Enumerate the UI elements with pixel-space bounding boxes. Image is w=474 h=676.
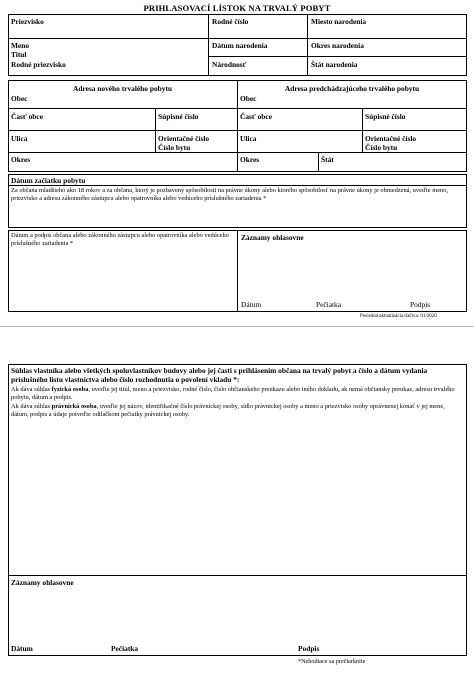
prev-obec-field[interactable]: Obec bbox=[240, 94, 257, 103]
okres-narodenia-field[interactable]: Okres narodenia bbox=[311, 41, 364, 50]
guardian-instructions: Za občana mladšieho ako 18 rokov a za občana, ktorý je pozbavený spôsobilosti na právne úkony alebo ktorého spôsobilosť na právne úkony je obmedzená, uveďte meno, priezvisko a adresu zákonného zástupcu alebo opatrovníka alebo vedúceho príslušného zariadenia * bbox=[11, 187, 449, 203]
divider bbox=[362, 108, 363, 152]
podpis-label: Podpis bbox=[410, 300, 431, 309]
rodne-priezvisko-field[interactable]: Rodné priezvisko bbox=[11, 60, 66, 69]
prev-orientacne-cislo-field[interactable]: Orientačné číslo bbox=[365, 134, 417, 143]
footnote: *Nehodiace sa prečiarknite bbox=[298, 658, 366, 665]
signature-instructions[interactable]: Dátum a podpis občana alebo zákonného zástupcu alebo opatrovníka alebo vedúceho príslušného zariadenia * bbox=[11, 232, 229, 248]
new-cast-obce-field[interactable]: Časť obce bbox=[11, 112, 43, 121]
prev-stat-field[interactable]: Štát bbox=[321, 155, 334, 164]
last-update-note: Posledná aktualizácia tlačiva: 01/2020 bbox=[360, 314, 437, 319]
meno-field[interactable]: Meno bbox=[11, 41, 30, 50]
consent-fyzicka-osoba: Ak dáva súhlas fyzická osoba, uveďte jej titul, meno a priezvisko, rodné číslo, číslo občianskeho preukazu alebo iného dokladu, ak nemá občiansky preukaz, adresu trvalého pobytu, dátum a podpis. bbox=[11, 386, 455, 402]
peciatka-label: Pečiatka bbox=[316, 300, 342, 309]
datum-label: Dátum bbox=[241, 300, 262, 309]
stat-narodenia-field[interactable]: Štát narodenia bbox=[311, 60, 358, 69]
datum-zaciatku-field[interactable]: Dátum začiatku pobytu bbox=[11, 176, 86, 185]
consent-peciatka-label: Pečiatka bbox=[111, 644, 139, 653]
consent-podpis-label: Podpis bbox=[298, 644, 320, 653]
divider bbox=[8, 130, 467, 131]
consent-heading: Súhlas vlastníka alebo všetkých spoluvlastníkov budovy alebo jej časti s prihlásením občana na trvalý pobyt a číslo a dátum vydania príslušného listu vlastníctva alebo číslo rozhodnutia o povolení vkladu *: bbox=[11, 366, 428, 385]
divider bbox=[208, 56, 467, 57]
new-ulica-field[interactable]: Ulica bbox=[11, 134, 28, 143]
divider bbox=[8, 38, 467, 39]
divider bbox=[8, 152, 467, 153]
new-cislo-bytu-field[interactable]: Číslo bytu bbox=[158, 143, 191, 152]
divider bbox=[237, 80, 238, 172]
form-title: PRIHLASOVACÍ LÍSTOK NA TRVALÝ POBYT bbox=[143, 3, 331, 13]
consent-pravnicka-osoba: Ak dáva súhlas právnická osoba, uveďte jej názov, identifikačné číslo právnickej osoby, sídlo právnickej osoby a meno a priezvisko osoby oprávnenej konať v jej mene, dátum, podpis a údaje potvrďte odtlačkom pečiatky právnickej osoby. bbox=[11, 403, 445, 419]
new-supisne-cislo-field[interactable]: Súpisné číslo bbox=[158, 112, 199, 121]
divider bbox=[307, 14, 308, 76]
new-okres-field[interactable]: Okres bbox=[11, 155, 31, 164]
divider bbox=[8, 575, 467, 576]
prev-okres-field[interactable]: Okres bbox=[240, 155, 260, 164]
narodnost-field[interactable]: Národnosť bbox=[212, 60, 247, 69]
divider bbox=[208, 14, 209, 76]
miesto-narodenia-field[interactable]: Miesto narodenia bbox=[311, 17, 367, 26]
page-break bbox=[0, 326, 474, 327]
titul-field[interactable]: Titul bbox=[11, 50, 27, 59]
prev-ulica-field[interactable]: Ulica bbox=[240, 134, 257, 143]
divider bbox=[8, 185, 467, 186]
zaznamy-ohlasovne-label: Záznamy ohlasovne bbox=[241, 233, 304, 242]
new-orientacne-cislo-field[interactable]: Orientačné číslo bbox=[158, 134, 210, 143]
prev-address-header: Adresa predchádzajúceho trvalého pobytu bbox=[284, 84, 420, 93]
new-address-header: Adresa nového trvalého pobytu bbox=[72, 84, 173, 93]
divider bbox=[237, 230, 238, 312]
new-obec-field[interactable]: Obec bbox=[11, 94, 28, 103]
prev-supisne-cislo-field[interactable]: Súpisné číslo bbox=[365, 112, 406, 121]
consent-datum-label: Dátum bbox=[11, 644, 33, 653]
prev-cast-obce-field[interactable]: Časť obce bbox=[240, 112, 272, 121]
consent-zaznamy-label: Záznamy ohlasovne bbox=[11, 578, 74, 587]
priezvisko-field[interactable]: Priezvisko bbox=[11, 17, 44, 26]
rodne-cislo-field[interactable]: Rodné číslo bbox=[212, 17, 249, 26]
divider bbox=[318, 152, 319, 172]
prev-cislo-bytu-field[interactable]: Číslo bytu bbox=[365, 143, 398, 152]
datum-narodenia-field[interactable]: Dátum narodenia bbox=[212, 41, 268, 50]
divider bbox=[8, 108, 467, 109]
divider bbox=[155, 108, 156, 152]
